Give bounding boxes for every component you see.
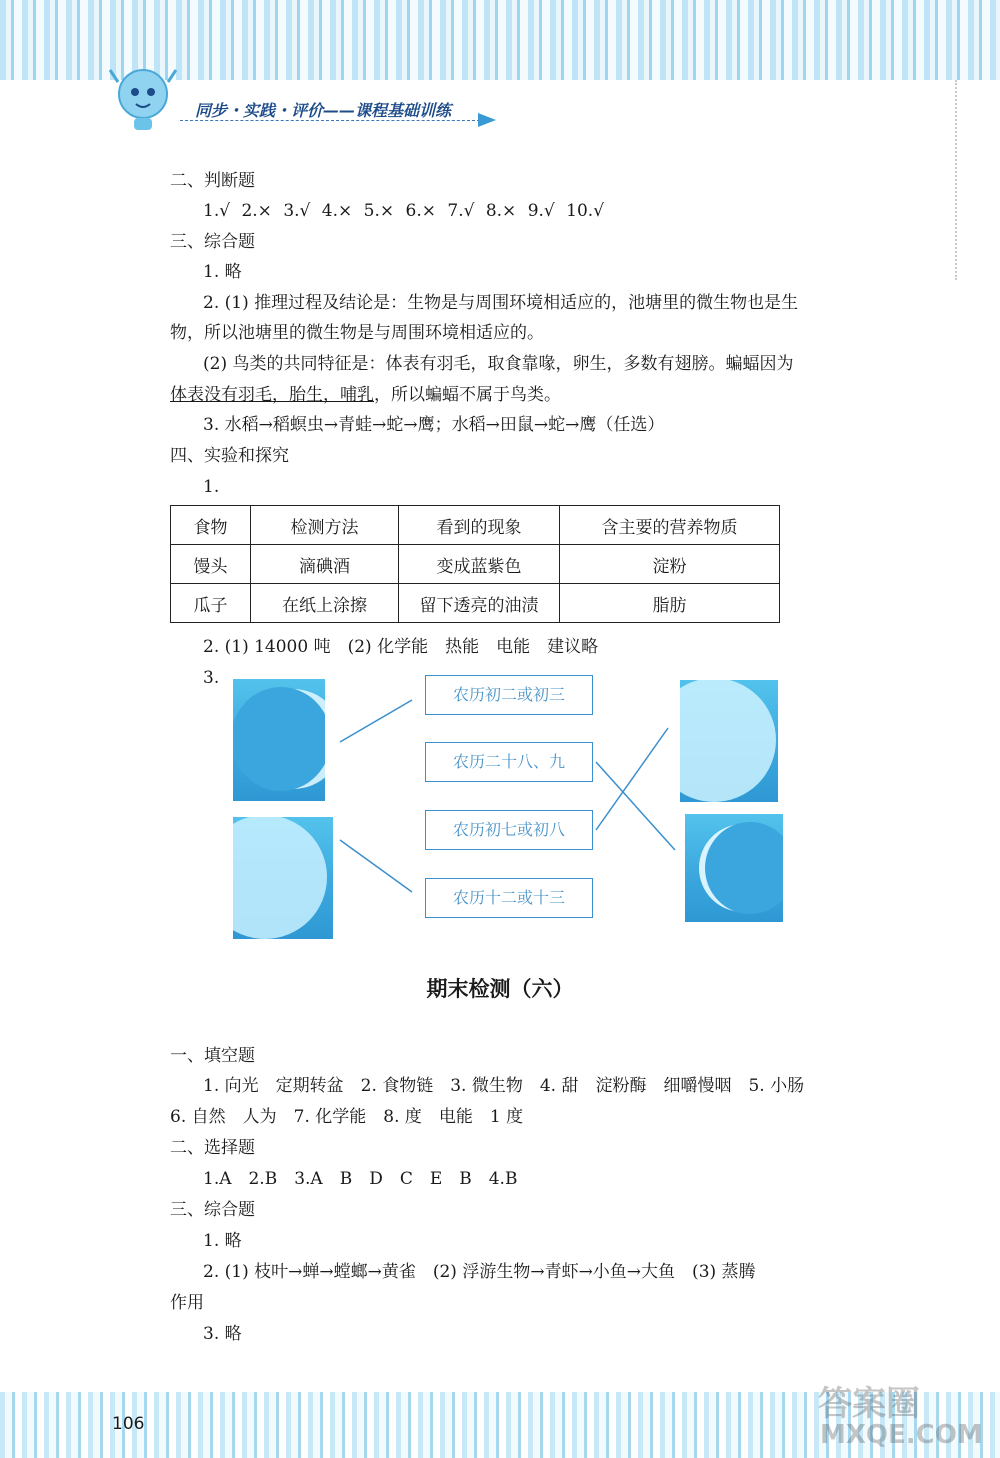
exp-answer-1: 1. — [203, 477, 220, 497]
comp-answer-1: 1. 略 — [203, 262, 242, 282]
fill-answers-line1: 1. 向光 定期转盆 2. 食物链 3. 微生物 4. 甜 淀粉酶 细嚼慢咽 5. 小肠 — [203, 1076, 805, 1096]
judge-answers: 1.√ 2.× 3.√ 4.× 5.× 6.× 7.√ 8.× 9.√ 10.√ — [203, 201, 605, 221]
header-title: 同步・实践・评价——课程基础训练 — [195, 101, 452, 120]
exp-answer-2: 2. (1) 14000 吨 (2) 化学能 热能 电能 建议略 — [203, 637, 599, 657]
phase-box-3: 农历初七或初八 — [425, 810, 593, 850]
table-cell: 滴碘酒 — [251, 545, 399, 584]
comp2-answer-1: 1. 略 — [203, 1231, 242, 1251]
table-cell: 瓜子 — [171, 584, 251, 623]
match-line — [596, 728, 668, 830]
watermark-url: MXQE.COM — [820, 1420, 983, 1450]
table-cell: 留下透亮的油渍 — [399, 584, 560, 623]
fill-heading: 一、填空题 — [170, 1046, 255, 1066]
comp-answer-2b-rest: ，所以蝙蝠不属于鸟类。 — [374, 385, 561, 405]
table-header-cell: 检测方法 — [251, 506, 399, 545]
choice-answers: 1.A 2.B 3.A B D C E B 4.B — [203, 1169, 518, 1189]
page-number: 106 — [112, 1414, 145, 1434]
fill-answers-line2: 6. 自然 人为 7. 化学能 8. 度 电能 1 度 — [170, 1107, 524, 1127]
comp-answer-3: 3. 水稻→稻螟虫→青蛙→蛇→鹰；水稻→田鼠→蛇→鹰（任选） — [203, 415, 665, 435]
match-line — [340, 700, 412, 742]
table-header-cell: 含主要的营养物质 — [560, 506, 780, 545]
comp2-answer-3: 3. 略 — [203, 1324, 242, 1344]
match-line — [340, 840, 412, 892]
section-title: 期末检测（六） — [426, 977, 574, 1001]
phase-box-2: 农历二十八、九 — [425, 742, 593, 782]
comp-answer-2a-line2: 物，所以池塘里的微生物是与周围环境相适应的。 — [170, 323, 544, 343]
exp-answer-3: 3. — [203, 668, 220, 688]
judge-heading: 二、判断题 — [170, 171, 255, 191]
comp2-heading: 三、综合题 — [170, 1200, 255, 1220]
comp2-answer-2-line1: 2. (1) 枝叶→蝉→螳螂→黄雀 (2) 浮游生物→青虾→小鱼→大鱼 (3) 蒸腾 — [203, 1262, 756, 1282]
table-cell: 馒头 — [171, 545, 251, 584]
table-header-cell: 食物 — [171, 506, 251, 545]
table-header-cell: 看到的现象 — [399, 506, 560, 545]
comp-answer-2b-line1: (2) 鸟类的共同特征是：体表有羽毛，取食靠喙，卵生，多数有翅膀。蝙蝠因为 — [203, 354, 794, 374]
phase-box-4: 农历十二或十三 — [425, 878, 593, 918]
comp-answer-2a-line1: 2. (1) 推理过程及结论是：生物是与周围环境相适应的，池塘里的微生物也是生 — [203, 293, 799, 313]
table-cell: 淀粉 — [560, 545, 780, 584]
underlined-text: 体表没有羽毛，胎生，哺乳 — [170, 385, 374, 405]
comp-heading: 三、综合题 — [170, 232, 255, 252]
table-cell: 脂肪 — [560, 584, 780, 623]
choice-heading: 二、选择题 — [170, 1138, 255, 1158]
phase-box-1: 农历初二或初三 — [425, 675, 593, 715]
exp-heading: 四、实验和探究 — [170, 446, 289, 466]
table-cell: 变成蓝紫色 — [399, 545, 560, 584]
watermark-logo: 答案圈 — [818, 1384, 920, 1424]
table-cell: 在纸上涂擦 — [251, 584, 399, 623]
comp2-answer-2-line2: 作用 — [170, 1293, 204, 1313]
